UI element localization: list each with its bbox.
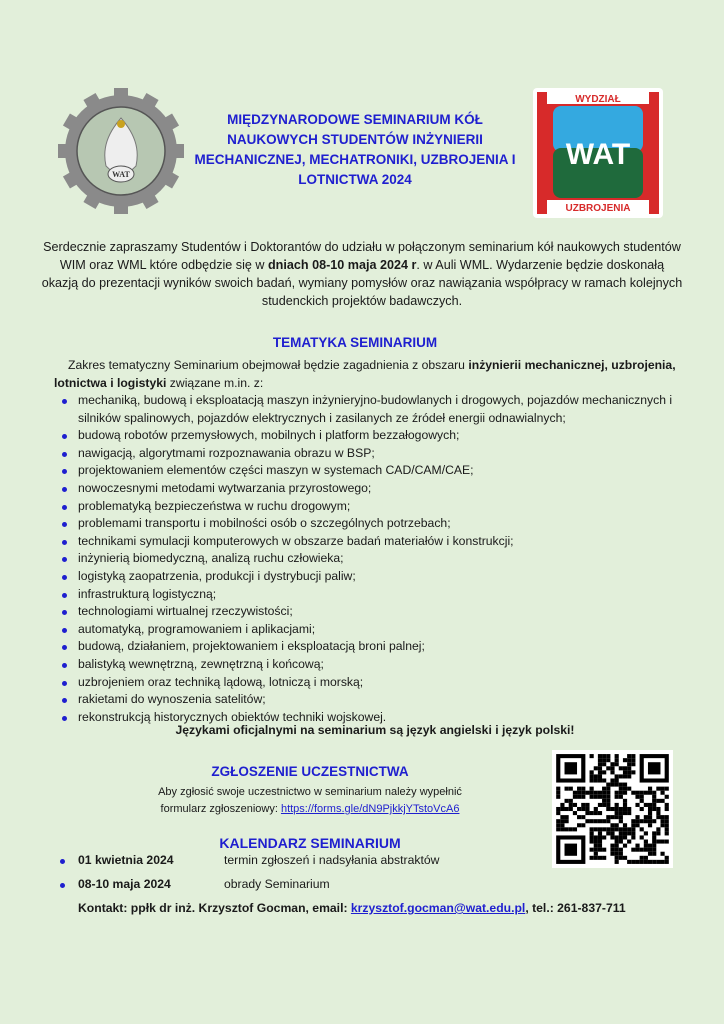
topic-item: [60, 498, 690, 516]
topic-item: [60, 586, 690, 604]
bullet-icon: [60, 859, 65, 864]
svg-text:UZBROJENIA: UZBROJENIA: [565, 203, 631, 214]
topic-item: [60, 603, 690, 621]
bullet-icon: [62, 557, 67, 562]
svg-text:WAT: WAT: [565, 138, 631, 171]
form-link[interactable]: https://forms.gle/dN9PjkkjYTstoVcA6: [280, 803, 460, 815]
bullet-icon: [62, 469, 67, 474]
topic-text: inżynierią biomedyczną, analizą ruchu człowieka;: [78, 551, 344, 566]
bullet-icon: [62, 399, 67, 404]
calendar-date: 08-10 maja 2024: [78, 877, 171, 891]
contact-line: Kontakt: ppłk dr inż. Krzysztof Gocman, email: krzysztof.gocman@wat.edu.pl, tel.: 261-837-711: [78, 901, 626, 915]
bullet-icon: [62, 610, 67, 615]
topic-text: problematyką bezpieczeństwa w ruchu drogowym;: [78, 498, 351, 513]
bullet-icon: [62, 593, 67, 598]
calendar-heading: KALENDARZ SEMINARIUM: [219, 835, 401, 851]
topics-list: [60, 392, 690, 726]
topic-item: [60, 691, 690, 709]
topic-item: [60, 462, 690, 480]
calendar-desc: obrady Seminarium: [224, 877, 330, 891]
topic-text: logistyką zaopatrzenia, produkcji i dystrybucji paliw;: [78, 568, 356, 583]
topic-text: infrastrukturą logistyczną;: [78, 586, 217, 601]
topic-text: problemami transportu i mobilności osób o szczególnych potrzebach;: [78, 516, 451, 531]
topic-text: budową robotów przemysłowych, mobilnych i platform bezzałogowych;: [78, 428, 460, 443]
email-link[interactable]: krzysztof.gocman@wat.edu.pl: [350, 901, 526, 915]
bullet-icon: [62, 575, 67, 580]
topic-text: mechaniką, budową i eksploatacją maszyn inżynieryjno-budowlanych i drogowych, pojazdów mechanicznych i silników spalinowych, pojazdów elektrycznych i zasilanych ze źródeł energii odnawialnych;: [78, 393, 673, 425]
topic-item: [60, 533, 690, 551]
topic-item: [60, 427, 690, 445]
topic-item: [60, 515, 690, 533]
topic-text: nowoczesnymi metodami wytwarzania przyrostowego;: [78, 480, 372, 495]
topic-item: [60, 674, 690, 692]
topic-text: nawigacją, algorytmami rozpoznawania obrazu w BSP;: [78, 445, 375, 460]
languages-note: Językami oficjalnymi na seminarium są język angielski i język polski!: [175, 723, 575, 737]
page-title: MIĘDZYNARODOWE SEMINARIUM KÓŁ NAUKOWYCH STUDENTÓW INŻYNIERII MECHANICZNEJ, MECHATRONIKI, UZBROJENIA I LOTNICTWA 2024: [194, 112, 516, 187]
topics-lead: Zakres tematyczny Seminarium obejmował będzie zagadnienia z obszaru inżynierii mechanicznej, uzbrojenia, lotnictwa i logistyki związane m.in. z:: [54, 358, 676, 390]
topic-text: uzbrojeniem oraz techniką lądową, lotniczą i morską;: [78, 674, 364, 689]
topic-item: [60, 445, 690, 463]
topic-text: automatyką, programowaniem i aplikacjami;: [78, 621, 316, 636]
registration-heading: ZGŁOSZENIE UCZESTNICTWA: [211, 764, 409, 779]
bullet-icon: [62, 487, 67, 492]
bullet-icon: [62, 452, 67, 457]
intro-paragraph: Serdecznie zapraszamy Studentów i Doktorantów do udziału w połączonym seminarium kół naukowych studentów WIM oraz WML które odbędzie się w dniach 08-10 maja 2024 r. w Auli WML. Wydarzenie będzie doskonałą okazją do prezentacji wyników swoich badań, wymiany pomysłów oraz nawiązania współpracy w ramach kolejnych studenckich projektów badawczych.: [41, 240, 683, 308]
topic-text: technikami symulacji komputerowych w obszarze badań materiałów i konstrukcji;: [78, 533, 514, 548]
topic-item: [60, 638, 690, 656]
registration-line1: Aby zgłosić swoje uczestnictwo w seminarium należy wypełnić: [158, 786, 462, 798]
bullet-icon: [62, 681, 67, 686]
calendar-item: [78, 877, 578, 901]
qr-code[interactable]: [552, 750, 673, 868]
bullet-icon: [62, 716, 67, 721]
bullet-icon: [60, 883, 65, 888]
registration-line2: formularz zgłoszeniowy:: [160, 803, 281, 815]
topic-text: projektowaniem elementów części maszyn w systemach CAD/CAM/CAE;: [78, 463, 474, 478]
calendar-desc: termin zgłoszeń i nadsyłania abstraktów: [224, 853, 440, 867]
calendar-list: [78, 853, 578, 901]
calendar-item: [78, 853, 578, 877]
topic-item: [60, 656, 690, 674]
bullet-icon: [62, 663, 67, 668]
topic-item: [60, 480, 690, 498]
topic-text: budową, działaniem, projektowaniem i eksploatacją broni palnej;: [78, 639, 425, 654]
svg-text:WAT: WAT: [112, 170, 130, 179]
topic-text: balistyką wewnętrzną, zewnętrzną i końcową;: [78, 656, 324, 671]
topic-item: [60, 568, 690, 586]
topic-text: technologiami wirtualnej rzeczywistości;: [78, 604, 293, 619]
topic-text: rekonstrukcją historycznych obiektów techniki wojskowej.: [78, 709, 387, 724]
wim-logo: [58, 88, 184, 214]
bullet-icon: [62, 434, 67, 439]
calendar-date: 01 kwietnia 2024: [78, 853, 174, 867]
topic-item: [60, 392, 690, 427]
topic-item: [60, 550, 690, 568]
topic-text: rakietami do wynoszenia satelitów;: [78, 692, 266, 707]
registration-text: [110, 784, 510, 818]
bullet-icon: [62, 628, 67, 633]
bullet-icon: [62, 540, 67, 545]
topic-item: [60, 621, 690, 639]
wml-logo: [533, 88, 663, 218]
topics-heading: TEMATYKA SEMINARIUM: [272, 335, 438, 350]
svg-text:WYDZIAŁ: WYDZIAŁ: [575, 94, 621, 105]
bullet-icon: [62, 505, 67, 510]
bullet-icon: [62, 645, 67, 650]
bullet-icon: [62, 522, 67, 527]
bullet-icon: [62, 698, 67, 703]
